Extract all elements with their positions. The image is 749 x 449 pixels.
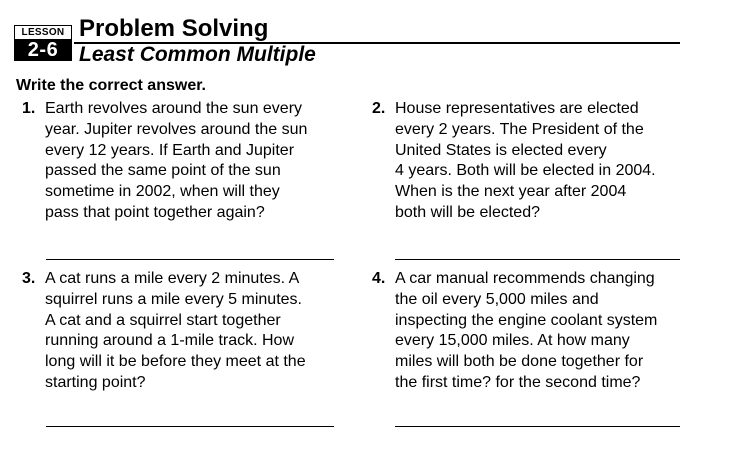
problem-line: A cat runs a mile every 2 minutes. A bbox=[45, 270, 300, 287]
problem-line: every 12 years. If Earth and Jupiter bbox=[45, 141, 295, 159]
instructions: Write the correct answer. bbox=[16, 77, 206, 94]
problem-line: year. Jupiter revolves around the sun bbox=[45, 120, 308, 138]
problem-number: 3. bbox=[22, 270, 36, 287]
problem-3 bbox=[22, 269, 342, 394]
problem-line: miles will both be done together for bbox=[395, 353, 644, 371]
problem-line: When is the next year after 2004 bbox=[395, 183, 627, 201]
problem-4 bbox=[372, 269, 692, 394]
problem-text bbox=[395, 269, 692, 394]
problem-line: A cat and a squirrel start together bbox=[45, 311, 281, 329]
problem-line: sometime in 2002, when will they bbox=[45, 183, 280, 201]
problem-line: squirrel runs a mile every 5 minutes. bbox=[45, 290, 302, 308]
problem-line: the oil every 5,000 miles and bbox=[395, 290, 599, 308]
problem-line: inspecting the engine coolant system bbox=[395, 311, 658, 329]
answer-line-1[interactable] bbox=[46, 259, 334, 260]
lesson-number: 2-6 bbox=[14, 39, 72, 61]
lesson-badge bbox=[14, 25, 72, 61]
problem-line: the first time? for the second time? bbox=[395, 373, 641, 391]
problem-number: 1. bbox=[22, 100, 36, 117]
problem-line: both will be elected? bbox=[395, 203, 540, 221]
problem-number: 2. bbox=[372, 100, 386, 117]
problem-line: Earth revolves around the sun every bbox=[45, 100, 303, 117]
problem-1 bbox=[22, 99, 342, 224]
problem-line: starting point? bbox=[45, 373, 146, 391]
problem-text bbox=[395, 99, 692, 224]
problem-line: every 2 years. The President of the bbox=[395, 120, 644, 138]
problem-text bbox=[45, 99, 342, 224]
answer-line-3[interactable] bbox=[46, 426, 334, 427]
problem-line: pass that point together again? bbox=[45, 203, 265, 221]
problem-line: running around a 1-mile track. How bbox=[45, 332, 295, 350]
page-subtitle: Least Common Multiple bbox=[79, 43, 316, 66]
problem-line: A car manual recommends changing bbox=[395, 270, 655, 287]
problem-2 bbox=[372, 99, 692, 224]
problem-line: 4 years. Both will be elected in 2004. bbox=[395, 162, 656, 180]
page-title: Problem Solving bbox=[79, 15, 269, 42]
problem-number: 4. bbox=[372, 270, 386, 287]
problem-line: United States is elected every bbox=[395, 141, 607, 159]
problem-line: long will it be before they meet at the bbox=[45, 353, 306, 371]
problem-line: passed the same point of the sun bbox=[45, 162, 281, 180]
problem-line: House representatives are elected bbox=[395, 100, 639, 117]
answer-line-2[interactable] bbox=[395, 259, 680, 260]
lesson-label: LESSON bbox=[14, 25, 72, 39]
answer-line-4[interactable] bbox=[395, 426, 680, 427]
problem-text bbox=[45, 269, 342, 394]
problem-line: every 15,000 miles. At how many bbox=[395, 332, 630, 350]
lesson-header bbox=[14, 14, 680, 70]
